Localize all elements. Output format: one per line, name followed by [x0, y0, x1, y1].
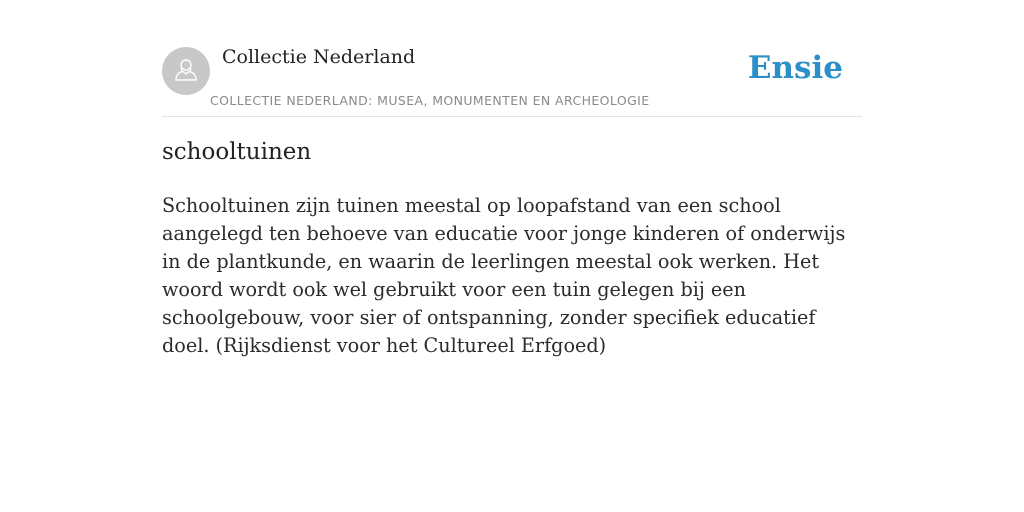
definition-text: Schooltuinen zijn tuinen meestal op loopafstand van een school aangelegd ten behoeve van educatie voor jonge kinderen of onderwijs in de plantkunde, en waarin de leerlingen meestal ook werken. Het woord wordt ook wel gebruikt voor een tuin gelegen bij een schoolgebouw, voor sier of ontspanning, zonder specifiek educatief doel. (Rijksdienst voor het Cultureel Erfgoed) [162, 194, 846, 357]
user-icon [172, 55, 200, 88]
avatar[interactable] [162, 47, 210, 95]
author-name[interactable]: Collectie Nederland [222, 46, 416, 68]
author-subtitle[interactable]: COLLECTIE NEDERLAND: MUSEA, MONUMENTEN EN ARCHEOLOGIE [210, 93, 650, 108]
header [162, 40, 862, 117]
brand-logo[interactable]: Ensie [747, 50, 843, 86]
page-title: schooltuinen [162, 139, 312, 165]
